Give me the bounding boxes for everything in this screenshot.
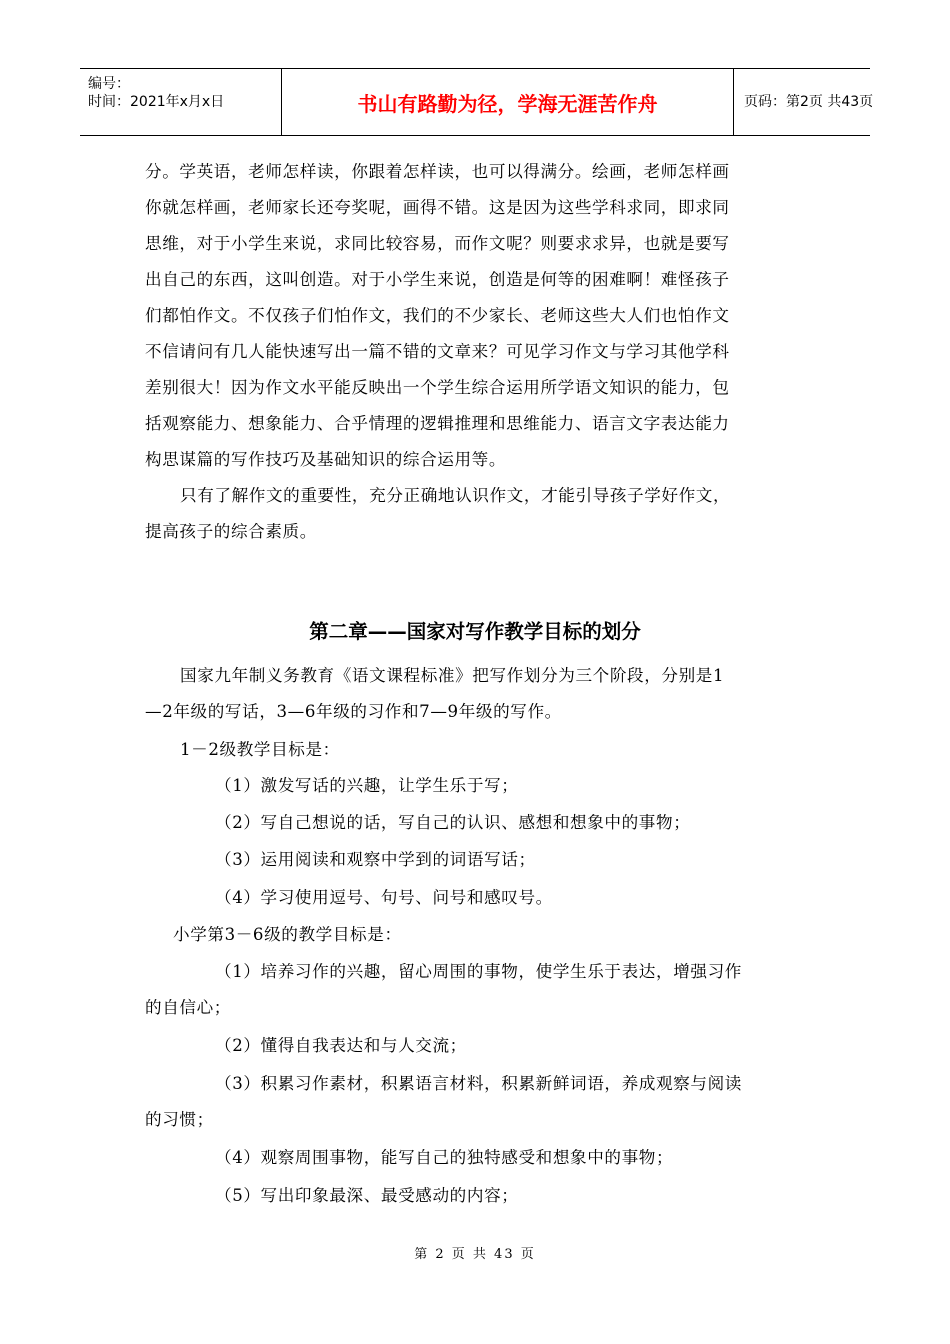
chapter-line: 小学第3－6级的教学目标是： xyxy=(173,925,402,944)
list-item-continuation: 的自信心； xyxy=(145,998,231,1017)
paragraph-line: 差别很大！因为作文水平能反映出一个学生综合运用所学语文知识的能力，包 xyxy=(145,378,730,397)
chapter-line: 1－2级教学目标是： xyxy=(180,740,340,759)
page-info: 页码：第2页 共43页 xyxy=(744,94,874,110)
list-item: （1）培养习作的兴趣，留心周围的事物，使学生乐于表达，增强习作 xyxy=(215,962,742,981)
list-item: （2）懂得自我表达和与人交流； xyxy=(215,1036,467,1055)
list-item: （5）写出印象最深、最受感动的内容； xyxy=(215,1186,519,1205)
date-label: 时间：2021年x月x日 xyxy=(88,94,225,110)
serial-number-label: 编号： xyxy=(88,76,130,92)
paragraph-line: 括观察能力、想象能力、合乎情理的逻辑推理和思维能力、语言文字表达能力 xyxy=(145,414,730,433)
paragraph-line: 提高孩子的综合素质。 xyxy=(145,522,317,541)
motto: 书山有路勤为径，学海无涯苦作舟 xyxy=(357,92,658,116)
paragraph-line: 出自己的东西，这叫创造。对于小学生来说，创造是何等的困难啊！难怪孩子 xyxy=(145,270,730,289)
paragraph-line: 你就怎样画，老师家长还夸奖呢，画得不错。这是因为这些学科求同，即求同 xyxy=(145,198,730,217)
document-body xyxy=(145,0,810,1344)
chapter-title: 第二章——国家对写作教学目标的划分 xyxy=(309,620,641,643)
chapter-line: —2年级的写话，3—6年级的习作和7—9年级的写作。 xyxy=(145,702,562,721)
paragraph-line: 思维，对于小学生来说，求同比较容易，而作文呢？则要求求异，也就是要写 xyxy=(145,234,730,253)
list-item-continuation: 的习惯； xyxy=(145,1110,214,1129)
paragraph-line: 们都怕作文。不仅孩子们怕作文，我们的不少家长、老师这些大人们也怕作文 xyxy=(145,306,730,325)
paragraph-line: 构思谋篇的写作技巧及基础知识的综合运用等。 xyxy=(145,450,507,469)
list-item: （3）运用阅读和观察中学到的词语写话； xyxy=(215,850,536,869)
list-item: （2）写自己想说的话，写自己的认识、感想和想象中的事物； xyxy=(215,813,691,832)
paragraph-line: 只有了解作文的重要性，充分正确地认识作文，才能引导孩子学好作文， xyxy=(180,486,731,505)
list-item: （4）学习使用逗号、句号、问号和感叹号。 xyxy=(215,888,553,907)
chapter-line: 国家九年制义务教育《语文课程标准》把写作划分为三个阶段，分别是1 xyxy=(180,666,725,685)
list-item: （3）积累习作素材，积累语言材料，积累新鲜词语，养成观察与阅读 xyxy=(215,1074,742,1093)
paragraph-line: 不信请问有几人能快速写出一篇不错的文章来？可见学习作文与学习其他学科 xyxy=(145,342,730,361)
list-item: （1）激发写话的兴趣，让学生乐于写； xyxy=(215,776,519,795)
paragraph-line: 分。学英语，老师怎样读，你跟着怎样读，也可以得满分。绘画，老师怎样画 xyxy=(145,162,730,181)
page-footer: 第 2 页 共 43 页 xyxy=(414,1247,536,1262)
list-item: （4）观察周围事物，能写自己的独特感受和想象中的事物； xyxy=(215,1148,674,1167)
